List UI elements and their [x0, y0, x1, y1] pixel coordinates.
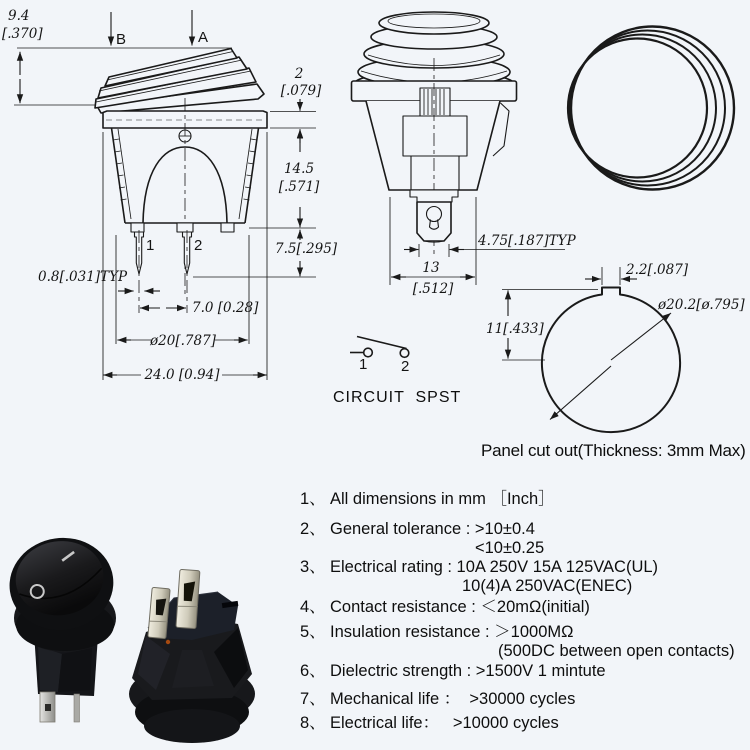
spec-text: Electrical life： >10000 cycles	[330, 714, 559, 732]
front-view-terminal	[410, 190, 458, 242]
svg-text:4.75[.187]TYP: 4.75[.187]TYP	[478, 233, 576, 249]
svg-text:[.370]: [.370]	[2, 26, 43, 42]
spec-text: Insulation resistance : ＞1000MΩ	[330, 623, 574, 641]
side-view-pins	[135, 230, 192, 313]
spec-number: 2、	[300, 520, 326, 538]
spec-text: Mechanical life ： >30000 cycles	[330, 690, 576, 708]
panel-cutout-caption: Panel cut out(Thickness: 3mm Max)	[481, 441, 746, 460]
svg-text:9.4: 9.4	[8, 8, 30, 24]
spec-number: 5、	[300, 623, 326, 641]
switch-front-pins	[40, 692, 80, 722]
svg-text:2.2[.087]: 2.2[.087]	[626, 262, 689, 278]
dim-notch-width	[585, 262, 689, 285]
spec-text: 10(4)A 250VAC(ENEC)	[462, 577, 633, 595]
spec-text: Electrical rating : 10A 250V 15A 125VAC(UL)	[330, 558, 659, 576]
svg-text:ø20[.787]: ø20[.787]	[150, 333, 216, 349]
svg-text:[.571]: [.571]	[278, 179, 320, 195]
spec-text: <10±0.25	[475, 539, 545, 557]
top-view-drawing	[560, 0, 750, 215]
spec-number: 4、	[300, 598, 326, 616]
svg-text:0.8[.031]TYP: 0.8[.031]TYP	[38, 269, 128, 285]
side-view-drawing	[0, 0, 340, 400]
spec-text: (500DC between open contacts)	[498, 642, 735, 660]
dim-pin-pitch	[140, 300, 259, 316]
panel-cutout-drawing	[478, 252, 750, 442]
spec-item	[300, 623, 748, 661]
pin2-label: 2	[194, 237, 203, 254]
svg-text:24.0 [0.94]: 24.0 [0.94]	[144, 367, 220, 383]
spec-item	[300, 690, 748, 709]
svg-text:[.079]: [.079]	[280, 83, 322, 99]
spec-list	[300, 490, 748, 733]
spec-text: Contact resistance : ＜20mΩ(initial)	[330, 598, 590, 616]
svg-text:13: 13	[422, 260, 440, 276]
dim-pin-thickness	[38, 269, 160, 291]
dim-pin-length	[193, 230, 338, 277]
svg-text:7.5[.295]: 7.5[.295]	[275, 241, 338, 257]
spec-item	[300, 490, 748, 509]
spec-number: 3、	[300, 558, 326, 576]
spec-text: Dielectric strength : >1500V 1 mintute	[330, 662, 606, 680]
svg-text:ø20.2[ø.795]: ø20.2[ø.795]	[658, 297, 745, 313]
spec-item	[300, 520, 748, 558]
spec-text: All dimensions in mm ［Inch］	[330, 490, 555, 508]
circuit-terminal2-label: 2	[401, 358, 410, 375]
spec-item	[300, 558, 748, 596]
svg-text:7.0 [0.28]: 7.0 [0.28]	[192, 300, 259, 316]
product-photo-back	[122, 558, 270, 750]
spst-switch-symbol	[350, 337, 409, 358]
circuit-caption: CIRCUIT SPST	[333, 389, 462, 406]
svg-text:[.512]: [.512]	[412, 281, 454, 297]
spec-number: 1、	[300, 490, 326, 508]
spec-number: 7、	[300, 690, 326, 708]
spec-number: 6、	[300, 662, 326, 680]
spec-number: 8、	[300, 714, 326, 732]
side-view-bezel	[95, 49, 264, 114]
spec-text: General tolerance : >10±0.4	[330, 520, 535, 538]
dim-bezel-height	[2, 8, 43, 103]
product-photo-front	[4, 528, 122, 728]
circuit-terminal1-label: 1	[359, 356, 368, 373]
spec-item	[300, 714, 748, 733]
spec-item	[300, 598, 748, 617]
top-view-rings	[568, 27, 734, 190]
svg-text:2: 2	[294, 66, 304, 82]
spec-item	[300, 662, 748, 681]
dim-flange-thickness	[270, 66, 322, 143]
svg-text:14.5: 14.5	[283, 161, 315, 177]
dim-hole-diameter	[550, 297, 745, 420]
pin1-label: 1	[146, 237, 155, 254]
svg-text:11[.433]: 11[.433]	[486, 321, 544, 337]
dim-body-height	[249, 130, 320, 228]
section-label-a: A	[198, 29, 209, 46]
section-label-b: B	[116, 31, 127, 48]
